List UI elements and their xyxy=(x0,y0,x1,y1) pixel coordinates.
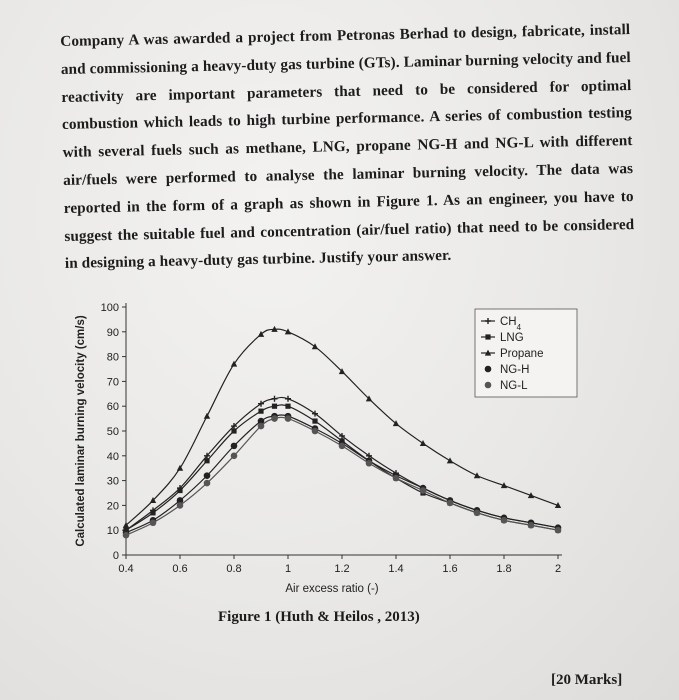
y-tick-label: 50 xyxy=(106,426,119,438)
legend-marker-lng xyxy=(485,334,490,339)
data-point-ng-l xyxy=(312,428,319,435)
line-chart xyxy=(70,295,590,605)
data-point-lng xyxy=(285,404,290,409)
data-point-lng xyxy=(258,409,263,414)
data-point-lng xyxy=(312,418,317,423)
series-line-lng xyxy=(126,405,558,530)
series-line-ch4 xyxy=(126,397,558,530)
x-axis-title: Air excess ratio (-) xyxy=(285,583,379,595)
legend-marker-ng-h xyxy=(485,366,492,373)
y-tick-label: 90 xyxy=(106,326,119,339)
y-tick-label: 60 xyxy=(106,401,119,414)
data-point-ng-l xyxy=(447,500,454,507)
data-point-lng xyxy=(231,428,236,433)
x-tick-label: 2 xyxy=(554,563,562,575)
question-text: Company A was awarded a project from Petronas Berhad to design, fabricate, install and commissioning a heavy-duty gas turbine (GTs). Laminar burning velocity and fuel reactivity are important parameters that need to be considered for optimal combustion which leads to high turbine performance. A series of combustion testing with several fuels such as methane, LNG, propane NG-H and NG-L with different air/fuels were performed to analyse the laminar burning velocity. The data was reported in the form of a graph as shown in Figure 1. As an engineer, you have to suggest the suitable fuel and concentration (air/fuel ratio) that need to be considered in designing a heavy-duty gas turbine. Justify your answer. xyxy=(60,21,635,273)
figure-caption: Figure 1 (Huth & Heilos , 2013) xyxy=(218,609,420,625)
data-point-ng-l xyxy=(420,487,427,494)
data-point-ng-l xyxy=(501,517,508,524)
legend-label-propane: Propane xyxy=(500,348,544,360)
legend-label-ng-h: NG-H xyxy=(500,364,530,376)
x-tick-label: 1.2 xyxy=(334,563,350,575)
data-point-ng-l xyxy=(474,510,481,517)
legend-label-lng: LNG xyxy=(500,332,524,344)
data-point-ng-l xyxy=(150,519,157,526)
legend-subscript-ch4: 4 xyxy=(516,322,522,332)
marks-label: [20 Marks] xyxy=(551,672,623,688)
data-point-ng-h xyxy=(204,472,211,479)
data-point-propane xyxy=(312,343,318,349)
data-point-ng-l xyxy=(177,502,184,509)
data-point-ng-h xyxy=(231,443,238,450)
data-point-ng-l xyxy=(393,475,400,482)
y-tick-label: 10 xyxy=(106,525,119,538)
data-point-ch4 xyxy=(285,396,291,402)
x-tick-label: 1.4 xyxy=(388,563,404,575)
x-tick-label: 1 xyxy=(284,563,292,575)
data-point-ng-l xyxy=(271,415,278,422)
data-point-propane xyxy=(420,440,426,446)
x-tick-label: 0.8 xyxy=(226,563,242,575)
data-point-ch4 xyxy=(272,396,278,402)
y-tick-label: 30 xyxy=(106,475,119,488)
x-tick-label: 0.4 xyxy=(118,563,134,575)
data-point-ng-l xyxy=(123,532,130,539)
data-point-propane xyxy=(204,413,210,419)
data-point-ng-l xyxy=(339,443,346,450)
y-tick-label: 0 xyxy=(112,550,119,562)
y-tick-label: 80 xyxy=(106,351,119,364)
y-tick-label: 20 xyxy=(106,500,119,513)
data-point-ng-l xyxy=(366,460,373,467)
x-tick-label: 1.6 xyxy=(442,563,458,575)
figure-1-chart xyxy=(70,295,590,605)
legend-label-ch4: $CH_4$ xyxy=(500,316,522,332)
y-tick-label: 40 xyxy=(106,450,119,463)
y-tick-label: 100 xyxy=(100,302,119,314)
data-point-ng-l xyxy=(258,423,265,430)
x-tick-label: 1.8 xyxy=(496,563,512,575)
data-point-lng xyxy=(272,404,277,409)
data-point-lng xyxy=(204,458,209,463)
legend-label-ng-l: NG-L xyxy=(500,380,528,392)
legend-marker-ng-l xyxy=(485,382,492,389)
data-point-ng-l xyxy=(285,415,292,422)
x-tick-label: 0.6 xyxy=(172,563,188,575)
data-point-propane xyxy=(447,457,453,463)
data-point-ng-l xyxy=(528,522,535,529)
data-point-lng xyxy=(150,510,155,515)
series-line-ng-h xyxy=(126,415,558,533)
data-point-ng-l xyxy=(231,453,238,460)
y-tick-label: 70 xyxy=(106,376,119,389)
data-point-lng xyxy=(177,488,182,493)
y-axis-title: Calculated laminar burning velocity (cm/s) xyxy=(75,315,87,547)
data-point-ng-l xyxy=(555,527,562,534)
data-point-ng-l xyxy=(204,480,211,487)
